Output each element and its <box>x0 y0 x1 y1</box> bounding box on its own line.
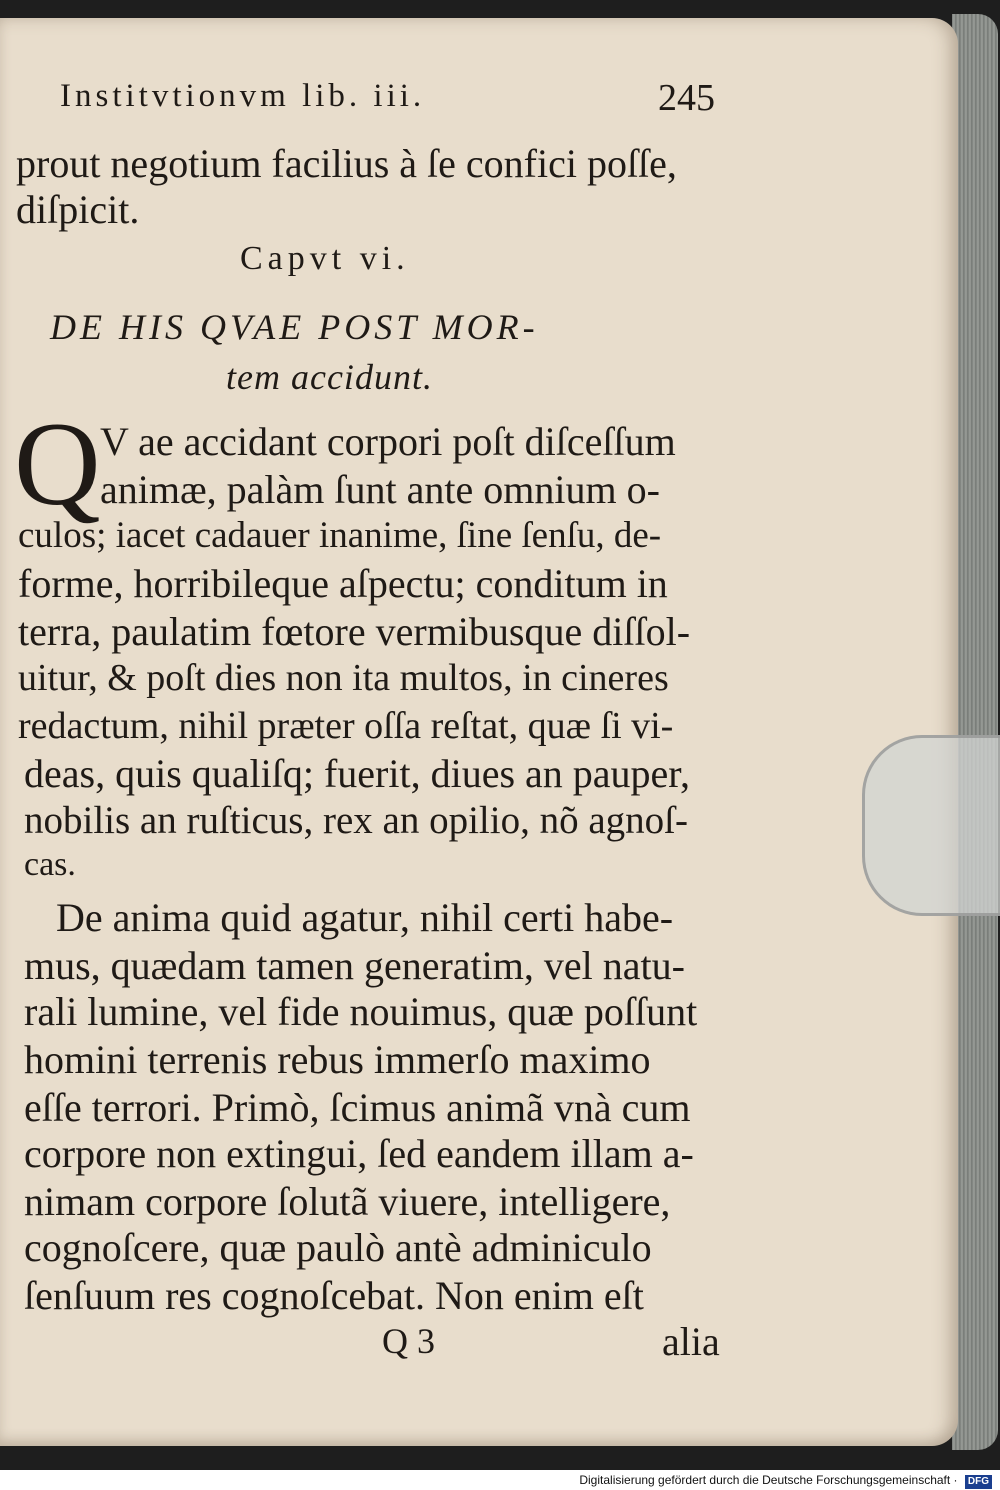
dfg-logo: DFG <box>965 1475 992 1489</box>
signature-mark: Q 3 <box>382 1321 435 1361</box>
drop-initial: Q <box>14 397 101 530</box>
text-line: nimam corpore ſolutã viuere, intelligere, <box>24 1179 671 1224</box>
digitization-footer <box>0 1470 1000 1490</box>
text-line: terra, paulatim fœtore vermibusque diſſol- <box>18 609 691 654</box>
chapter-title-line: tem accidunt. <box>226 357 433 397</box>
text-line: rali lumine, vel fide nouimus, quæ poſſunt <box>24 989 698 1034</box>
text-line: prout negotium facilius à ſe confici poſſe, <box>16 141 677 186</box>
text-line: cognoſcere, quæ paulò antè adminiculo <box>24 1225 652 1270</box>
text-line: diſpicit. <box>16 187 140 232</box>
text-line: V ae accidant corpori poſt diſceſſum <box>100 419 676 464</box>
text-line: homini terrenis rebus immerſo maximo <box>24 1037 651 1082</box>
book-fore-edge <box>952 14 998 1450</box>
text-line: mus, quædam tamen generatim, vel natu- <box>24 943 685 988</box>
chapter-heading: Capvt vi. <box>240 240 410 277</box>
text-line: cas. <box>24 846 76 883</box>
text-line: De anima quid agatur, nihil certi habe- <box>56 895 674 940</box>
chapter-title-line: DE HIS QVAE POST MOR- <box>50 307 539 347</box>
text-line: culos; iacet cadauer inanime, ſine ſenſu, de- <box>18 515 662 556</box>
text-line: redactum, nihil præter oſſa reſtat, quæ ſi vi- <box>18 705 674 747</box>
page-clip <box>862 735 1000 916</box>
text-line: corpore non extingui, ſed eandem illam a- <box>24 1131 694 1176</box>
catchword: alia <box>662 1319 720 1364</box>
text-line: eſſe terrori. Primò, ſcimus animã vnà cum <box>24 1085 691 1130</box>
text-line: ſenſuum res cognoſcebat. Non enim eſt <box>24 1273 644 1318</box>
text-line: forme, horribileque aſpectu; conditum in <box>18 561 668 606</box>
page-number: 245 <box>658 77 715 119</box>
running-header: Institvtionvm lib. iii. <box>60 78 426 114</box>
text-line: uitur, & poſt dies non ita multos, in cineres <box>18 657 669 699</box>
text-line: animæ, palàm ſunt ante omnium o- <box>100 467 660 512</box>
text-line: nobilis an ruſticus, rex an opilio, nõ agnoſ- <box>24 799 688 842</box>
digitization-notice: Digitalisierung gefördert durch die Deutsche Forschungsgemeinschaft · <box>579 1473 958 1487</box>
text-line: deas, quis qualiſq; fuerit, diues an pauper, <box>24 751 690 796</box>
